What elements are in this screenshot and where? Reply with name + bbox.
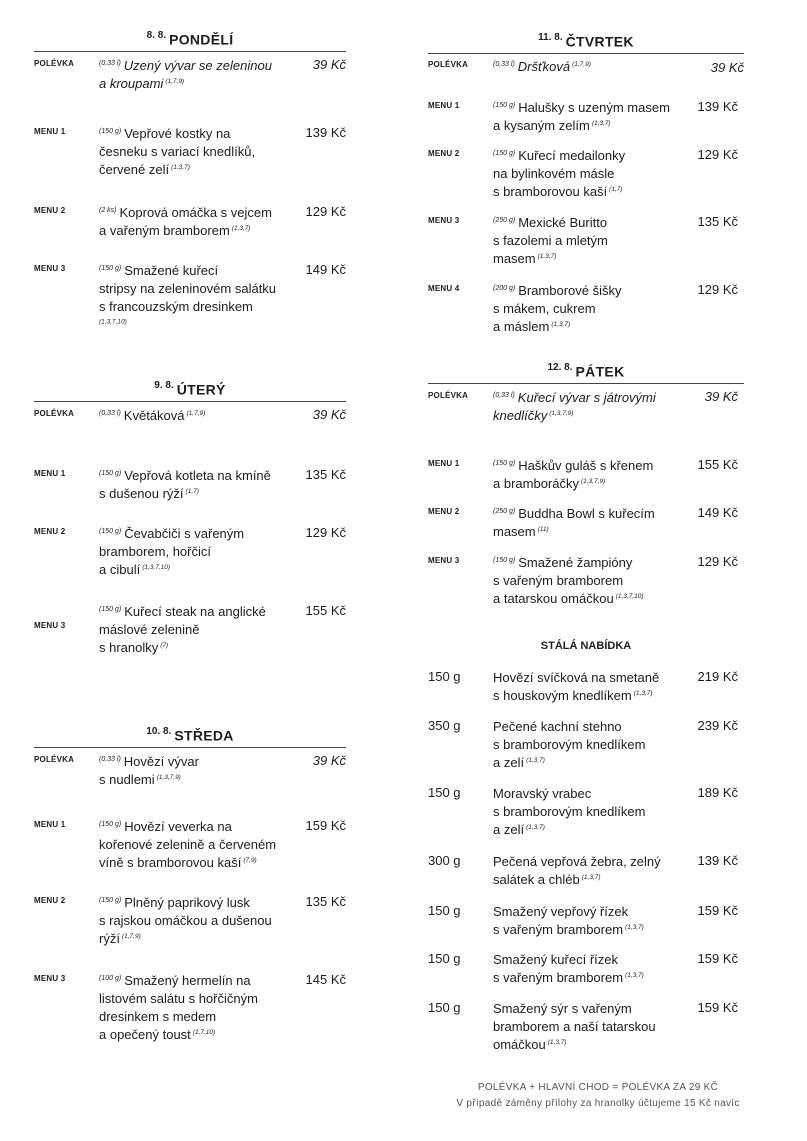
menu-description: $^{(250 g)}$ Mexické Buritto s fazolemi a mletým masem $^{(1,3,7)}$ [493,215,608,266]
menu-category: MENU 4 [428,284,460,293]
allergens: (1,7,9) [186,409,206,417]
menu-description: $^{(150 g)}$ Vepřové kostky na česneku s variací knedlíků, červené zelí $^{(1,3,7)}$ [99,126,256,177]
menu-quantity: (100 g) [99,974,122,982]
allergens: (1,3,7) [537,252,557,260]
item-weight: 150 g [428,903,461,918]
allergens: (1,3,7) [171,163,190,171]
item-price: 239 Kč [697,718,738,733]
menu-category: MENU 1 [34,469,66,478]
menu-quantity: (150 g) [99,469,122,477]
day-monday [34,30,346,326]
menu-price: 149 Kč [305,262,346,277]
day-name: PÁTEK [575,363,625,380]
allergens: (1,3,7,10) [615,592,644,600]
menu-category: MENU 2 [428,149,460,158]
menu-description: $^{(150 g)}$ Čevabčiči s vařeným bramborem, hořčicí a cibulí $^{(1,3,7,10)}$ [99,526,245,577]
allergens: (11) [537,525,549,533]
menu-description: $^{(150 g)}$ Plněný paprikový lusk s rajskou omáčkou a dušenou rýží $^{(1,7,9)}$ [99,895,272,946]
menu-category: POLÉVKA [428,391,469,400]
item-price: 159 Kč [697,1000,738,1015]
menu-price: 39 Kč [312,753,346,768]
item-price: 159 Kč [697,903,738,918]
item-price: 159 Kč [697,951,738,966]
footer-notes [428,1080,768,1112]
menu-price: 139 Kč [305,125,346,140]
item-price: 139 Kč [697,853,738,868]
menu-category: MENU 2 [428,507,460,516]
menu-category: POLÉVKA [34,409,75,418]
menu-quantity: (0,33 l) [99,755,121,763]
menu-price: 135 Kč [305,467,346,482]
menu-description: $^{(0,33 l)}$ Kuřecí vývar s játrovými knedlíčky $^{(1,3,7,9)}$ [493,390,656,423]
menu-description: $^{(150 g)}$ Haškův guláš s křenem a bramboráčky $^{(1,3,7,9)}$ [493,458,654,491]
menu-category: MENU 2 [34,527,66,536]
menu-price: 39 Kč [710,60,744,75]
menu-price: 155 Kč [697,457,738,472]
menu-quantity: (0,33 l) [493,60,515,68]
menu-description: $^{(150 g)}$ Smažené žampióny s vařeným bramborem a tatarskou omáčkou $^{(1,3,7,10)}$ [493,555,644,606]
allergens: (1,3,7,9) [580,477,606,485]
menu-quantity: (150 g) [493,101,516,109]
item-weight: 350 g [428,718,461,733]
allergens: (7,9) [243,856,257,864]
day-date: 9. 8. [154,380,174,391]
menu-price: 139 Kč [697,99,738,114]
menu-description: $^{(150 g)}$ Hovězí veverka na kořenové zelenině a červeném víně s bramborovou kaší $^{(7,9)}$ [99,819,277,870]
allergens: (1,7,10) [192,1028,216,1036]
footer-line-offer: POLÉVKA + HLAVNÍ CHOD = POLÉVKA ZA 29 KČ [477,1082,719,1093]
item-price: 219 Kč [697,669,738,684]
day-date: 11. 8. [538,32,563,43]
footer-line-surcharge: V případě záměny přílohy za hranolky účtujeme 15 Kč navíc [456,1098,740,1109]
menu-price: 159 Kč [305,818,346,833]
menu-quantity: (150 g) [99,605,122,613]
allergens: (1,3,7) [633,689,653,697]
menu-description: $^{(250 g)}$ Buddha Bowl s kuřecím masem $^{(11)}$ [493,506,655,539]
menu-description: $^{(200 g)}$ Bramborové šišky s mákem, cukrem a máslem $^{(1,3,7)}$ [493,283,622,334]
item-description: Smažený kuřecí řízek s vařeným bramborem $^{(1,3,7)}$ [493,952,644,985]
menu-quantity: (150 g) [99,127,122,135]
item-description: Smažený sýr s vařeným bramborem a naší tatarskou omáčkou $^{(1,3,7)}$ [493,1001,656,1052]
menu-category: MENU 1 [428,101,460,110]
menu-quantity: (150 g) [99,896,122,904]
menu-quantity: (150 g) [99,820,122,828]
allergens: (1,3,7) [581,873,601,881]
menu-price: 129 Kč [305,204,346,219]
item-description: Moravský vrabec s bramborovým knedlíkem a zelí $^{(1,3,7)}$ [493,786,646,837]
allergens: (1,3,7) [625,923,644,931]
menu-quantity: (2 ks) [99,206,117,214]
allergens: (1,3,7) [231,224,251,232]
menu-category: MENU 3 [34,974,66,983]
allergens: (1,3,7) [526,823,545,831]
menu-category: MENU 3 [34,621,66,630]
day-name: ÚTERÝ [176,381,226,398]
item-weight: 150 g [428,1000,461,1015]
menu-quantity: (250 g) [493,507,516,515]
allergens: (1,3,7) [526,756,545,764]
menu-description: $^{(150 g)}$ Halušky s uzeným masem a kysaným zelím $^{(1,3,7)}$ [493,100,670,133]
menu-price: 39 Kč [704,389,738,404]
menu-category: MENU 2 [34,896,66,905]
allergens: (1,7) [185,487,199,495]
menu-category: MENU 2 [34,206,66,215]
menu-description: $^{(2 ks)}$ Koprová omáčka s vejcem a vařeným bramborem $^{(1,3,7)}$ [99,205,272,238]
allergens: (1,3,7,9) [156,773,181,781]
menu-price: 39 Kč [312,57,346,72]
item-description: Smažený vepřový řízek s vařeným bramborem $^{(1,3,7)}$ [493,904,644,937]
menu-description: $^{(0,33 l)}$ Uzený vývar se zeleninou a kroupami $^{(1,7,9)}$ [99,58,272,91]
allergens: (1,3,7,10) [142,563,171,571]
allergens: (1,7,9) [121,932,141,940]
day-header [34,30,346,52]
allergens: (1,3,7,9) [549,409,574,417]
allergens: (1,3,7) [625,971,644,979]
allergens: (7) [160,641,169,649]
day-name: ČTVRTEK [565,33,634,50]
day-header [34,726,346,748]
allergens: (1,7) [609,185,623,193]
allergens: (1,3,7,10) [99,318,127,326]
day-date: 12. 8. [547,362,573,373]
allergens: (1,7,9) [165,77,185,85]
menu-category: MENU 3 [428,556,460,565]
menu-price: 155 Kč [305,603,346,618]
menu-category: MENU 1 [34,820,66,829]
day-header [428,32,744,54]
menu-price: 129 Kč [697,554,738,569]
day-tuesday [34,380,346,655]
allergens: (1,3,7) [591,119,611,127]
day-date: 10. 8. [146,726,172,737]
menu-quantity: (250 g) [493,216,516,224]
allergens: (1,3,7) [551,320,571,328]
menu-price: 145 Kč [305,972,346,987]
menu-description: $^{(0,33 l)}$ Hovězí vývar s nudlemi $^{(1,3,7,9)}$ [99,754,199,787]
day-header [428,362,744,384]
menu-quantity: (0,33 l) [99,409,121,417]
item-weight: 150 g [428,669,461,684]
day-wednesday [34,726,346,1042]
menu-price: 149 Kč [697,505,738,520]
menu-category: MENU 3 [428,216,460,225]
menu-description: $^{(0,33 l)}$ Dršťková $^{(1,7,9)}$ [493,59,591,74]
menu-category: POLÉVKA [428,60,469,69]
item-description: Pečená vepřová žebra, zelný salátek a chléb $^{(1,3,7)}$ [493,854,661,887]
menu-description: $^{(0,33 l)}$ Květáková $^{(1,7,9)}$ [99,408,206,423]
menu-description: $^{(150 g)}$ Vepřová kotleta na kmíně s dušenou rýží $^{(1,7)}$ [99,468,271,501]
menu-quantity: (0,33 l) [493,391,515,399]
menu-category: POLÉVKA [34,755,75,764]
day-header [34,380,346,402]
day-thursday [428,32,744,334]
menu-quantity: (150 g) [493,459,516,467]
menu-price: 135 Kč [305,894,346,909]
menu-price: 129 Kč [697,147,738,162]
menu-quantity: (150 g) [99,264,122,272]
menu-quantity: (150 g) [493,149,516,157]
day-friday [428,362,744,606]
menu-quantity: (150 g) [493,556,516,564]
menu-category: MENU 1 [428,459,460,468]
menu-price: 129 Kč [697,282,738,297]
item-description: Hovězí svíčková na smetaně s houskovým knedlíkem $^{(1,3,7)}$ [493,670,660,703]
item-weight: 150 g [428,951,461,966]
item-weight: 300 g [428,853,461,868]
menu-quantity: (0,33 l) [99,59,121,67]
item-price: 189 Kč [697,785,738,800]
allergens: (1,7,9) [572,60,591,68]
menu-description: $^{(150 g)}$ Kuřecí medailonky na bylinkovém másle s bramborovou kaší $^{(1,7)}$ [493,148,626,199]
menu-price: 129 Kč [305,525,346,540]
allergens: (1,3,7) [547,1038,567,1046]
menu-quantity: (200 g) [493,284,516,292]
day-name: PONDĚLÍ [169,31,234,48]
menu-category: MENU 3 [34,264,66,273]
menu-category: POLÉVKA [34,59,75,68]
menu-description: $^{(150 g)}$ Smažené kuřecí stripsy na zeleninovém salátku s francouzským dresinkem $^{(1,3,7,10)}$ [99,263,277,326]
menu-price: 39 Kč [312,407,346,422]
day-name: STŘEDA [174,727,234,744]
menu-category: MENU 1 [34,127,66,136]
day-date: 8. 8. [146,30,167,41]
item-weight: 150 g [428,785,461,800]
item-description: Pečené kachní stehno s bramborovým knedlíkem a zelí $^{(1,3,7)}$ [493,719,646,770]
menu-quantity: (150 g) [99,527,122,535]
stala-nabidka-title: STÁLÁ NABÍDKA [540,640,632,652]
menu-price: 135 Kč [697,214,738,229]
menu-description: $^{(150 g)}$ Kuřecí steak na anglické máslové zelenině s hranolky $^{(7)}$ [99,604,266,655]
menu-description: $^{(100 g)}$ Smažený hermelín na listovém salátu s hořčičným dresinkem s medem a opečený toust $^{(1,7,10)}$ [99,973,258,1042]
